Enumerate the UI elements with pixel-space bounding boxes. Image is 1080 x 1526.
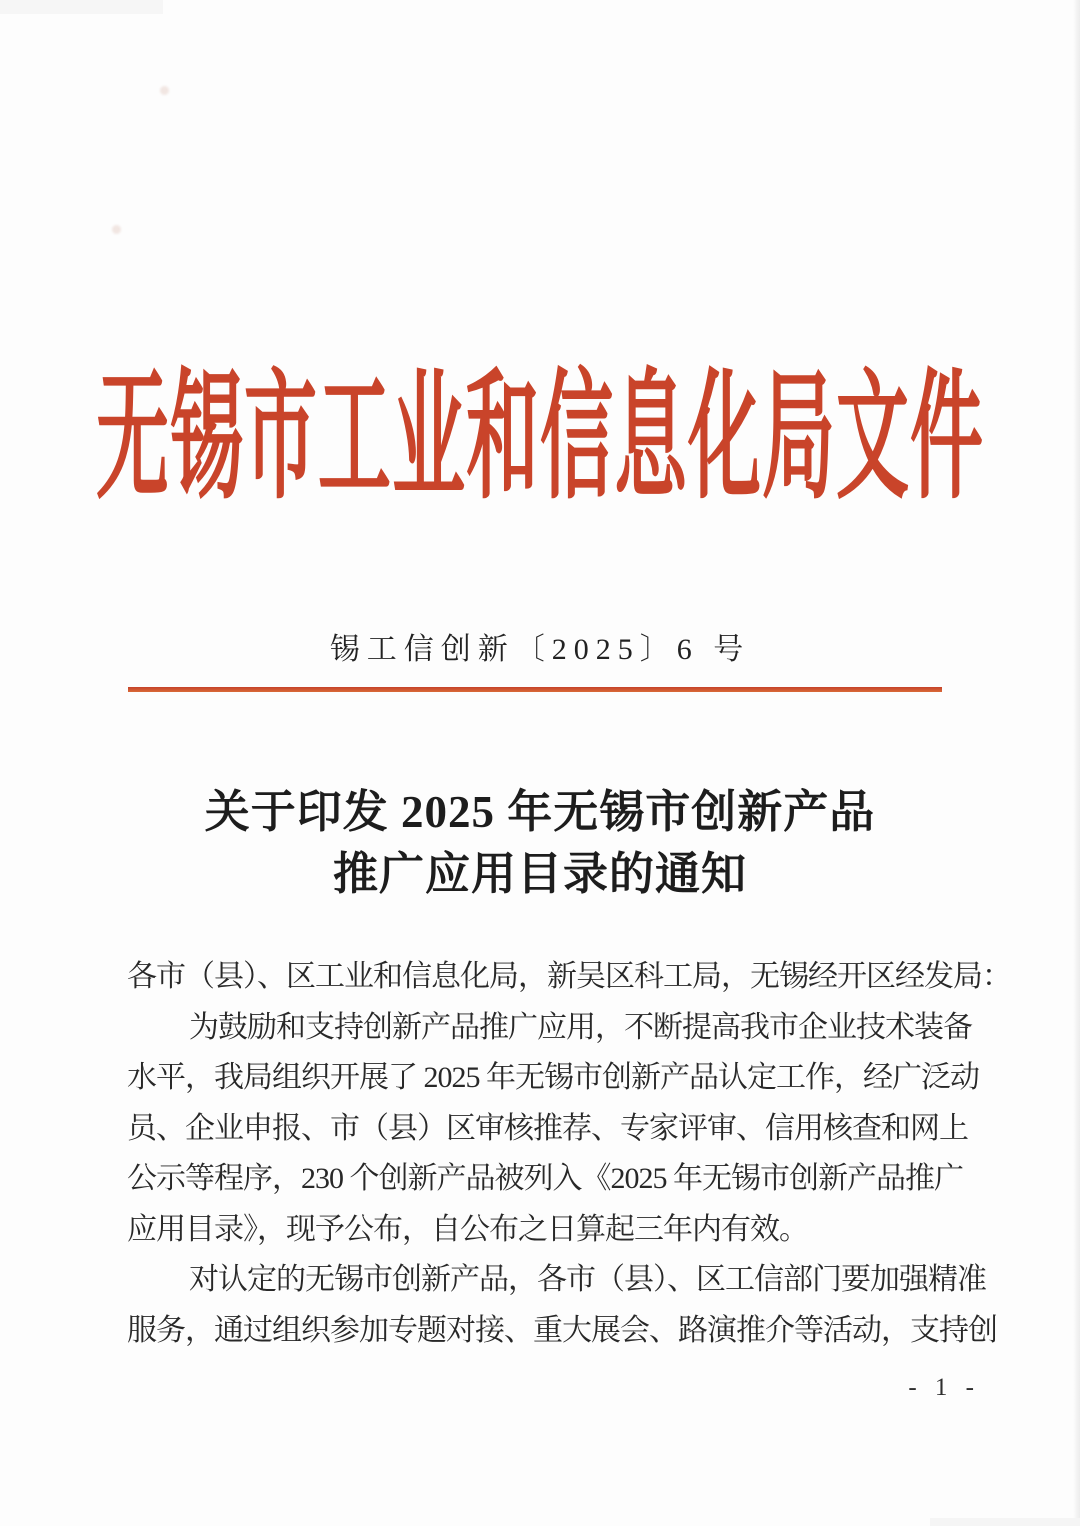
scan-edge-top-left — [0, 0, 163, 14]
body-line: 应用目录》，现予公布，自公布之日算起三年内有效。 — [127, 1212, 808, 1246]
doc-title-line2: 推广应用目录的通知 — [332, 849, 747, 899]
body-line: 对认定的无锡市创新产品，各市（县）、区工信部门要加强精准 — [189, 1263, 986, 1296]
red-separator-line — [128, 687, 942, 692]
doc-body — [127, 952, 1011, 1356]
agency-banner — [0, 360, 1080, 516]
scan-edge-right — [1073, 0, 1080, 1526]
scan-edge-bottom-right — [930, 1518, 1080, 1526]
doc-title — [0, 781, 1080, 905]
body-line: 员、企业申报、市（县）区审核推荐、专家评审、信用核查和网上 — [127, 1111, 968, 1145]
body-line: 服务，通过组织参加专题对接、重大展会、路演推介等活动，支持创 — [127, 1313, 997, 1347]
agency-banner-text: 无锡市工业和信息化局文件 — [96, 360, 984, 516]
doc-reference-number: 锡工信创新〔2025〕6 号 — [329, 633, 751, 666]
body-line: 公示等程序，230 个创新产品被列入《2025 年无锡市创新产品推广 — [127, 1162, 963, 1195]
body-line: 水平，我局组织开展了 2025 年无锡市创新产品认定工作，经广泛动 — [127, 1061, 979, 1094]
body-line-salutation: 各市（县）、区工业和信息化局，新吴区科工局，无锡经开区经发局： — [127, 960, 1011, 993]
body-line: 为鼓励和支持创新产品推广应用，不断提高我市企业技术装备 — [189, 1010, 972, 1044]
doc-title-line1: 关于印发 2025 年无锡市创新产品 — [204, 787, 876, 837]
scan-speck — [112, 225, 121, 234]
page-number: - 1 - — [908, 1374, 980, 1401]
scan-speck — [160, 86, 169, 95]
